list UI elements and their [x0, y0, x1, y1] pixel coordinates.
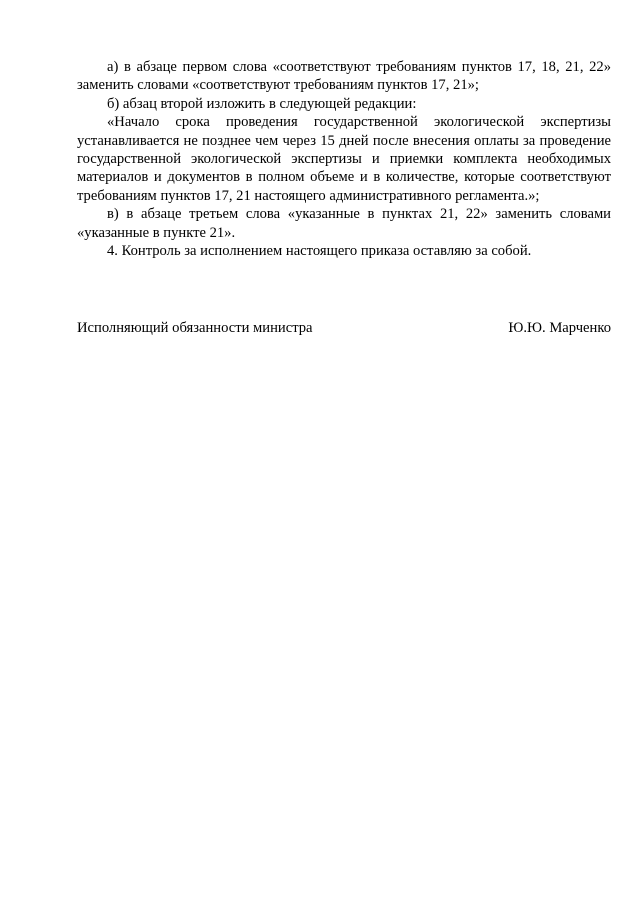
document-body — [77, 58, 611, 260]
paragraph-a: а) в абзаце первом слова «соответствуют требованиям пунктов 17, 18, 21, 22» заменить словами «соответствуют требованиям пунктов 17, 21»; — [77, 59, 611, 94]
signature-name: Ю.Ю. Марченко — [508, 320, 611, 336]
paragraph-quote: «Начало срока проведения государственной экологической экспертизы устанавливается не позднее чем через 15 дней после внесения оплаты за проведение государственной экологической экспертизы и приемки комплекта необходимых материалов и документов в полном объеме и в количестве, которые соответствуют требованиям пунктов 17, 21 настоящего административного регламента.»; — [77, 114, 611, 204]
paragraph-b: б) абзац второй изложить в следующей редакции: — [107, 95, 417, 112]
signature-block — [77, 319, 611, 337]
paragraph-4: 4. Контроль за исполнением настоящего приказа оставляю за собой. — [107, 243, 532, 260]
signature-title: Исполняющий обязанности министра — [77, 320, 313, 336]
paragraph-v: в) в абзаце третьем слова «указанные в пунктах 21, 22» заменить словами «указанные в пункте 21». — [77, 206, 611, 241]
